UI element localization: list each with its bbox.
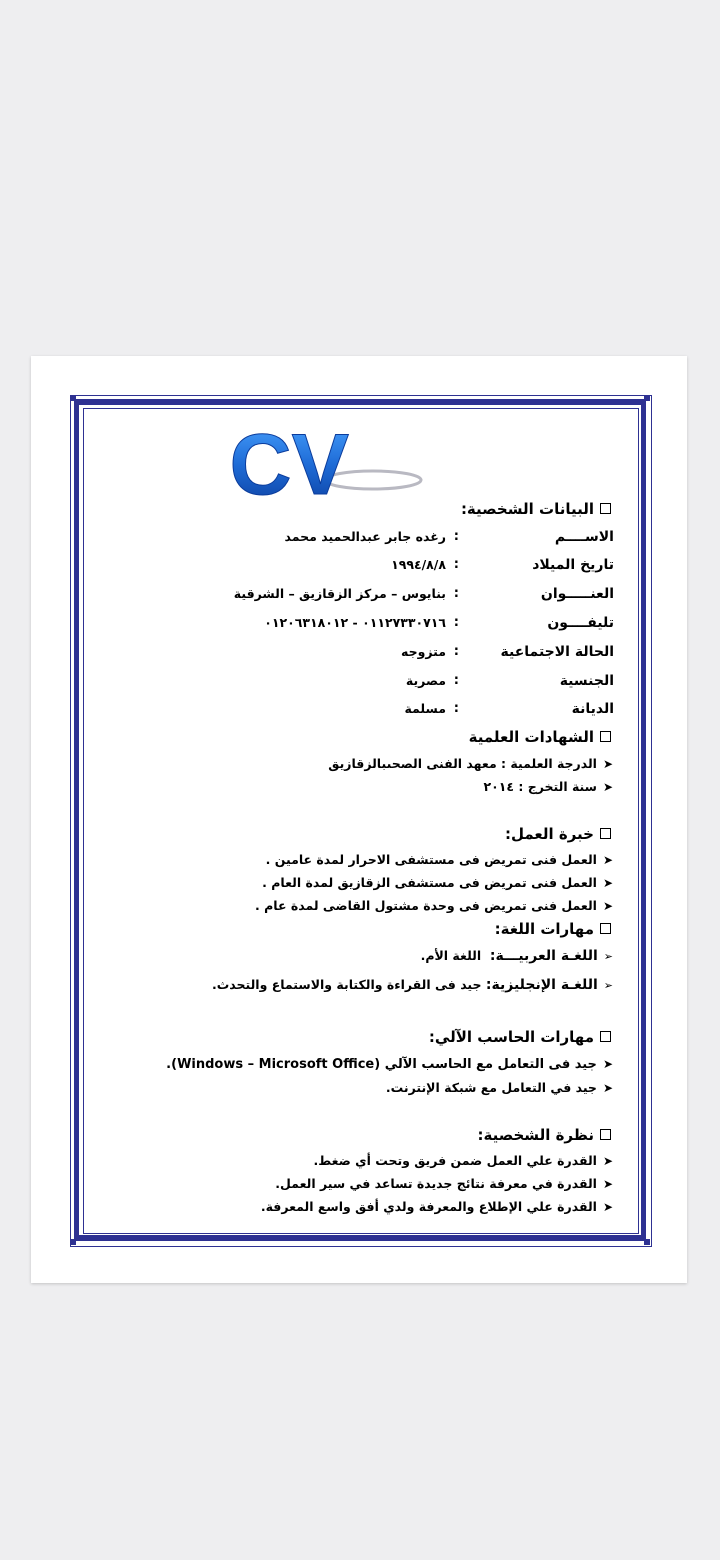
field-colon: : xyxy=(453,529,459,544)
list-item-text: القدرة علي الإطلاع والمعرفة ولدي أفق واسع المعرفة. xyxy=(260,1199,597,1214)
field-label: تليفــــون xyxy=(547,615,614,631)
list-item-text: القدرة في معرفة نتائج جديدة تساعد في سير العمل. xyxy=(275,1176,597,1191)
checkbox-bullet-icon xyxy=(600,828,611,839)
checkbox-bullet-icon xyxy=(600,503,611,514)
personal-heading xyxy=(461,500,611,518)
checkbox-bullet-icon xyxy=(600,731,611,742)
arrow-bullet-icon: ➤ xyxy=(602,1057,613,1071)
field-colon: : xyxy=(453,673,459,688)
list-item xyxy=(166,1057,613,1072)
checkbox-bullet-icon xyxy=(600,923,611,934)
arrow-outline-bullet-icon: ➢ xyxy=(603,950,613,963)
languages-heading-text: مهارات اللغة: xyxy=(494,920,594,938)
field-value: مسلمة xyxy=(404,701,446,716)
list-item xyxy=(314,1153,614,1168)
checkbox-bullet-icon xyxy=(600,1031,611,1042)
personality-heading xyxy=(478,1126,612,1144)
field-value: ١٩٩٤/٨/٨ xyxy=(391,557,446,572)
list-item xyxy=(484,779,614,794)
list-item-text: جيد في التعامل مع شبكة الإنترنت. xyxy=(385,1080,597,1095)
field-colon: : xyxy=(453,557,459,572)
education-heading xyxy=(469,728,611,746)
arrow-bullet-icon: ➤ xyxy=(602,1081,613,1095)
arrow-bullet-icon: ➤ xyxy=(602,899,613,913)
personal-heading-text: البيانات الشخصية: xyxy=(460,500,594,518)
personality-heading-text: نظرة الشخصية: xyxy=(477,1126,594,1144)
field-label: الحالة الاجتماعية xyxy=(500,644,614,660)
cv-logo xyxy=(229,416,456,513)
list-item xyxy=(261,1199,613,1214)
field-colon: : xyxy=(453,615,459,630)
arrow-bullet-icon: ➤ xyxy=(602,780,613,794)
field-label: الجنسية xyxy=(559,673,614,689)
document-page xyxy=(31,356,687,1283)
list-item-text: الدرجة العلمية : معهد الفنى الصحىبالزقازيق xyxy=(328,756,597,771)
checkbox-bullet-icon xyxy=(600,1129,611,1140)
list-item-text: العمل فنى تمريض فى مستشفى الاحرار لمدة عامين . xyxy=(265,852,597,867)
logo-text: CV xyxy=(229,417,349,513)
arrow-bullet-icon: ➤ xyxy=(602,1200,613,1214)
arrow-bullet-icon: ➤ xyxy=(602,1154,613,1168)
frame-corner xyxy=(70,395,76,401)
languages-heading xyxy=(495,920,611,938)
list-item xyxy=(262,875,613,890)
language-label: اللغـة العربيـــة: xyxy=(489,948,598,964)
list-item xyxy=(212,977,613,993)
list-item xyxy=(386,1080,613,1095)
field-value: متزوجه xyxy=(401,644,446,659)
field-value: بنايوس – مركز الزقازيق – الشرقية xyxy=(233,586,446,601)
field-colon: : xyxy=(453,586,459,601)
experience-heading-text: خبرة العمل: xyxy=(504,825,594,843)
field-label: تاريخ الميلاد xyxy=(532,557,614,573)
experience-heading xyxy=(505,825,611,843)
frame-corner xyxy=(70,1239,76,1245)
language-label: اللغـة الإنجليزية: xyxy=(485,977,598,993)
field-value: رغده جابر عبدالحميد محمد xyxy=(284,529,446,544)
field-label: العنـــــوان xyxy=(540,586,614,602)
list-item-text: العمل فنى تمريض فى وحدة مشتول القاضى لمدة عام . xyxy=(255,898,597,913)
arrow-bullet-icon: ➤ xyxy=(602,1177,613,1191)
frame-corner xyxy=(644,395,650,401)
field-value: ٠١١٢٧٣٣٠٧١٦ - ٠١٢٠٦٣١٨٠١٢ xyxy=(264,615,446,630)
computer-heading-text: مهارات الحاسب الآلي: xyxy=(428,1028,594,1046)
list-item-text: العمل فنى تمريض فى مستشفى الزقازيق لمدة العام . xyxy=(262,875,597,890)
field-value: مصرية xyxy=(405,673,446,688)
arrow-bullet-icon: ➤ xyxy=(602,853,613,867)
arrow-bullet-icon: ➤ xyxy=(602,876,613,890)
list-item xyxy=(275,1176,613,1191)
language-value: اللغة الأم. xyxy=(420,948,482,963)
cv-content xyxy=(91,411,614,1231)
frame-corner xyxy=(644,1239,650,1245)
arrow-outline-bullet-icon: ➢ xyxy=(603,979,613,992)
field-colon: : xyxy=(453,701,459,716)
list-item-text: جيد فى التعامل مع الحاسب الآلي (Windows – Microsoft Office). xyxy=(166,1057,597,1072)
computer-heading xyxy=(429,1028,611,1046)
list-item xyxy=(421,948,613,964)
list-item-text: القدرة علي العمل ضمن فريق وتحت أي ضغط. xyxy=(313,1153,597,1168)
field-colon: : xyxy=(453,644,459,659)
field-label: الديانة xyxy=(571,701,614,717)
list-item xyxy=(328,756,613,771)
list-item-text: سنة التخرج : ٢٠١٤ xyxy=(483,779,597,794)
list-item xyxy=(255,898,613,913)
language-value: جيد فى القراءة والكتابة والاستماع والتحدث. xyxy=(211,977,482,992)
education-heading-text: الشهادات العلمية xyxy=(468,728,594,746)
field-label: الاســــم xyxy=(554,529,614,545)
list-item xyxy=(266,852,613,867)
arrow-bullet-icon: ➤ xyxy=(602,757,613,771)
